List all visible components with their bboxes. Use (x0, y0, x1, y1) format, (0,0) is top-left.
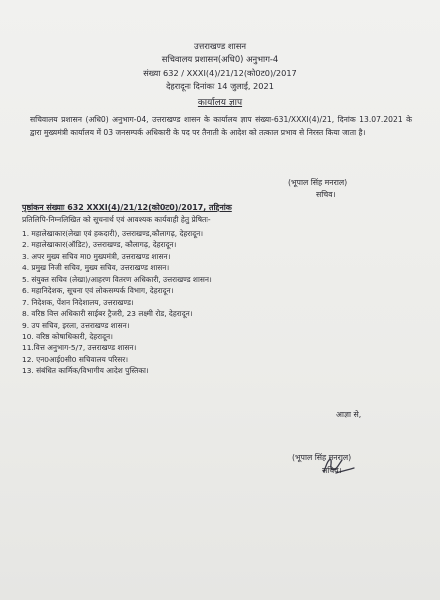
signatory-name: (भूपाल सिंह मनराल) (288, 178, 348, 187)
endorsement-intro: प्रतिलिपि-निम्नलिखित को सूचनार्थ एवं आवश्यक कार्यवाही हेतु प्रेषितः- (22, 215, 211, 224)
list-item: 12. एन0आई0सी0 सचिवालय परिसर। (22, 354, 129, 364)
issue-date: देहरादूनः दिनांकः 14 जुलाई, 2021 (166, 81, 274, 91)
list-item: 11.वित्त अनुभाग-5/7, उत्तराखण्ड शासन। (22, 343, 137, 353)
endorsement-reference: पृष्ठांकन संख्याः 632 XXXI(4)/21/12(को0ट0)/2017, तद्दिनांक (22, 203, 232, 212)
section-name: सचिवालय प्रशासन(अधि0) अनुभाग-4 (161, 54, 279, 64)
govt-name: उत्तराखण्ड शासन (193, 41, 247, 51)
list-item: 1. महालेखाकार(लेखा एवं हकदारी), उत्तराखण्ड,कौलागढ़, देहरादून। (22, 229, 204, 238)
list-item: 7. निदेशक, पेंशन निदेशालय, उत्तराखण्ड। (22, 297, 134, 307)
order-by-line: आज्ञा से, (336, 410, 362, 419)
list-item: 2. महालेखाकार(ऑडिट), उत्तराखण्ड, कौलागढ़, देहरादून। (22, 240, 177, 250)
list-item: 6. महानिदेशक, सूचना एवं लोकसम्पर्क विभाग, देहरादून। (22, 286, 174, 296)
signatory-name-2: (भूपाल सिंह मनराल) (292, 453, 352, 462)
reference-number: संख्या 632 / XXXI(4)/21/12(को0ट0)/2017 (143, 68, 297, 78)
list-item: 13. संबंधित कार्मिक/विभागीय आदेश पुस्तिका। (22, 366, 149, 376)
list-item: 10. वरिष्ठ कोषाधिकारी, देहरादून। (22, 331, 113, 341)
memo-title: कार्यालय ज्ञाप (197, 98, 243, 108)
signatory-designation: सचिव। (316, 190, 336, 199)
list-item: 4. प्रमुख निजी सचिव, मुख्य सचिव, उत्तराखण्ड शासन। (22, 263, 170, 273)
signatory-designation-2: सचिव। (322, 466, 342, 475)
recipient-list (22, 228, 422, 377)
list-item: 8. वरिष्ठ वित्त अधिकारी साईबर ट्रैजरी, 23 लक्ष्मी रोड, देहरादून। (22, 309, 193, 319)
memo-body: सचिवालय प्रशासन (अधि0) अनुभाग-04, उत्तराखण्ड शासन के कार्यालय ज्ञाप संख्या-631/XXXI(4)/21, दिनांक 13.07.2021 के द्वारा मुख्यमंत्री कार्यालय में 03 जनसम्पर्क अधिकारी के पद पर तैनाती के आदेश को तत्काल प्रभाव से निरस्त किया जाता है। (30, 115, 412, 137)
list-item: 9. उप सचिव, इरला, उत्तराखण्ड शासन। (22, 320, 130, 330)
list-item: 3. अपर मुख्य सचिव मा0 मुख्यमंत्री, उत्तराखण्ड शासन। (22, 251, 171, 261)
list-item: 5. संयुक्त सचिव (लेखा)/आहरण वितरण अधिकारी, उत्तराखण्ड शासन। (22, 274, 212, 284)
